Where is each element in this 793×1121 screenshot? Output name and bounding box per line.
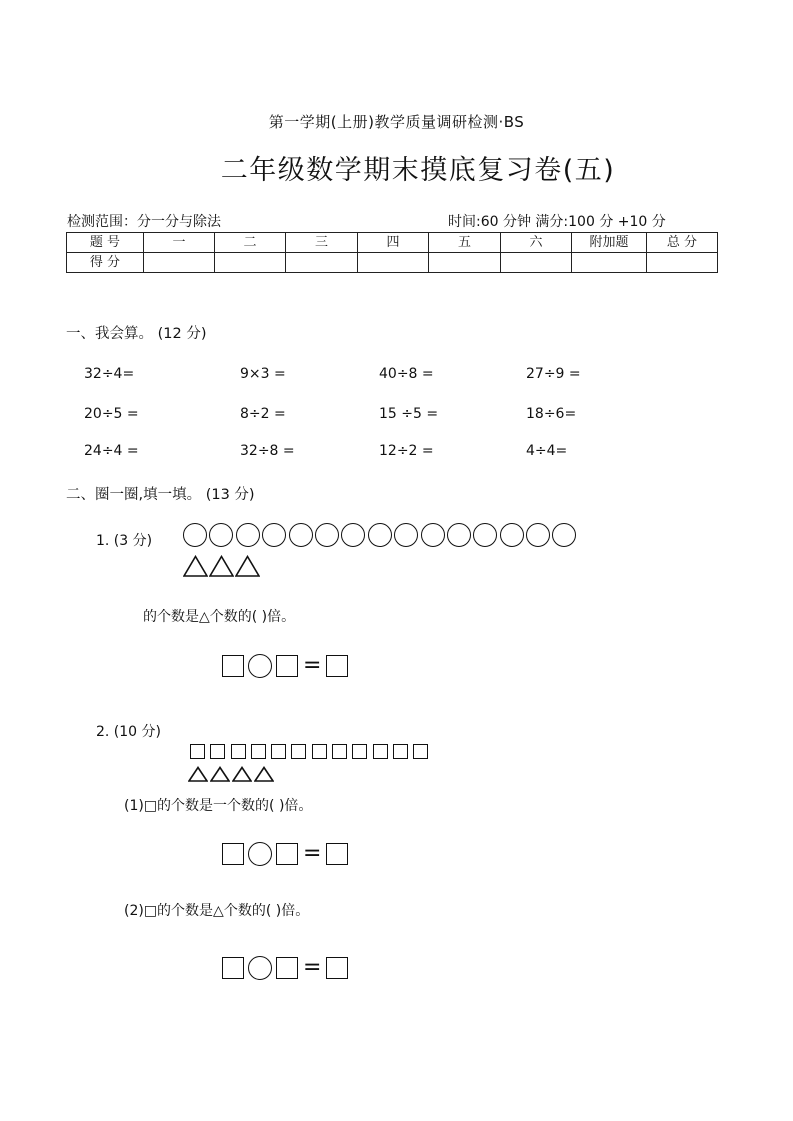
q2-square-row [190, 744, 428, 759]
calc-expression: 8÷2 = [240, 406, 286, 422]
answer-box[interactable] [222, 843, 244, 865]
score-cell[interactable] [429, 253, 501, 273]
square-shape [413, 744, 428, 759]
score-cell[interactable] [647, 253, 718, 273]
equals-sign: = [303, 955, 322, 980]
square-shape [352, 744, 367, 759]
square-shape [251, 744, 266, 759]
score-table-header-cell: 四 [358, 233, 429, 253]
score-table-header-cell: 六 [501, 233, 572, 253]
q1-question-text: 的个数是△个数的( )倍。 [143, 609, 296, 625]
circle-shape [500, 523, 524, 547]
score-row-label: 得 分 [67, 253, 144, 273]
score-cell[interactable] [286, 253, 358, 273]
calc-expression: 12÷2 = [379, 443, 434, 459]
score-cell[interactable] [144, 253, 215, 273]
score-table-header-cell: 附加题 [572, 233, 647, 253]
answer-box[interactable] [222, 957, 244, 979]
triangle-shape [209, 555, 234, 577]
triangle-shape [254, 766, 274, 782]
circle-shape [473, 523, 497, 547]
circle-shape [341, 523, 365, 547]
score-table-header-cell: 五 [429, 233, 501, 253]
circle-shape [552, 523, 576, 547]
calc-expression: 27÷9 = [526, 366, 581, 382]
calc-expression: 18÷6= [526, 406, 577, 422]
score-table [66, 232, 718, 273]
score-table-header-row [67, 233, 718, 253]
circle-shape [421, 523, 445, 547]
q2-label: 2. (10 分) [96, 724, 161, 740]
answer-box[interactable] [276, 957, 298, 979]
square-shape [312, 744, 327, 759]
circle-shape [394, 523, 418, 547]
q2-equation-1 [222, 842, 348, 866]
calc-expression: 20÷5 = [84, 406, 139, 422]
answer-box[interactable] [276, 843, 298, 865]
answer-box[interactable] [326, 957, 348, 979]
triangle-shape [235, 555, 260, 577]
score-table-score-row [67, 253, 718, 273]
square-shape [210, 744, 225, 759]
score-table-header-cell: 三 [286, 233, 358, 253]
square-shape [393, 744, 408, 759]
triangle-shape [183, 555, 208, 577]
score-table-header-cell: 一 [144, 233, 215, 253]
score-table-header-cell: 题 号 [67, 233, 144, 253]
score-table-header-cell: 二 [215, 233, 286, 253]
q1-circle-row [183, 523, 576, 547]
score-cell[interactable] [501, 253, 572, 273]
triangle-shape [188, 766, 208, 782]
q2-triangle-row [188, 766, 274, 782]
section1-title: 一、我会算。 (12 分) [66, 326, 207, 342]
circle-shape [526, 523, 550, 547]
triangle-shape [232, 766, 252, 782]
square-shape [231, 744, 246, 759]
circle-shape [368, 523, 392, 547]
operator-circle[interactable] [248, 842, 272, 866]
equals-sign: = [303, 653, 322, 678]
circle-shape [209, 523, 233, 547]
score-cell[interactable] [572, 253, 647, 273]
q1-triangle-row [183, 555, 260, 577]
exam-title: 二年级数学期末摸底复习卷(五) [220, 155, 616, 186]
q2-part2-text: (2)□的个数是△个数的( )倍。 [124, 903, 310, 919]
answer-box[interactable] [222, 655, 244, 677]
calc-expression: 15 ÷5 = [379, 406, 439, 422]
calc-expression: 40÷8 = [379, 366, 434, 382]
calc-expression: 9×3 = [240, 366, 286, 382]
score-cell[interactable] [358, 253, 429, 273]
calc-expression: 24÷4 = [84, 443, 139, 459]
answer-box[interactable] [326, 843, 348, 865]
circle-shape [289, 523, 313, 547]
triangle-shape [210, 766, 230, 782]
test-scope: 检测范围：分一分与除法 [67, 214, 221, 230]
circle-shape [447, 523, 471, 547]
section2-title: 二、圈一圈,填一填。 (13 分) [66, 487, 255, 503]
score-table-header-cell: 总 分 [647, 233, 718, 253]
answer-box[interactable] [326, 655, 348, 677]
calc-expression: 32÷4= [84, 366, 135, 382]
circle-shape [262, 523, 286, 547]
circle-shape [236, 523, 260, 547]
circle-shape [183, 523, 207, 547]
operator-circle[interactable] [248, 956, 272, 980]
square-shape [271, 744, 286, 759]
score-cell[interactable] [215, 253, 286, 273]
square-shape [373, 744, 388, 759]
calc-expression: 32÷8 = [240, 443, 295, 459]
square-shape [291, 744, 306, 759]
calc-expression: 4÷4= [526, 443, 568, 459]
operator-circle[interactable] [248, 654, 272, 678]
q1-label: 1. (3 分) [96, 533, 153, 549]
q1-equation [222, 654, 348, 678]
circle-shape [315, 523, 339, 547]
answer-box[interactable] [276, 655, 298, 677]
q2-equation-2 [222, 956, 348, 980]
time-and-score: 时间:60 分钟 满分:100 分 +10 分 [448, 214, 666, 230]
square-shape [332, 744, 347, 759]
q2-part1-text: (1)□的个数是一个数的( )倍。 [124, 798, 313, 814]
square-shape [190, 744, 205, 759]
equals-sign: = [303, 841, 322, 866]
exam-subtitle: 第一学期(上册)教学质量调研检测·BS [268, 113, 525, 131]
